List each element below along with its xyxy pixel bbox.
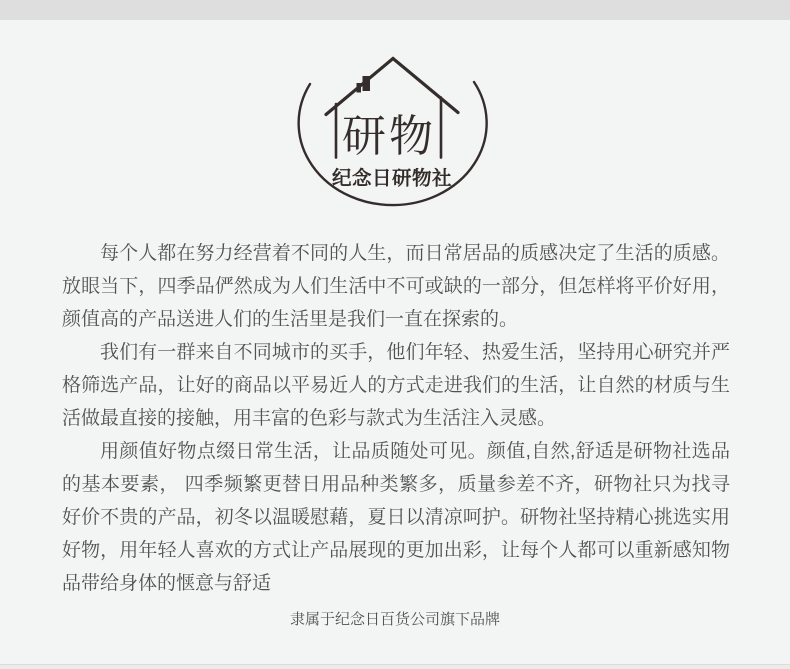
brand-logo-graphic [285,50,500,215]
bottom-divider [0,664,790,669]
logo-symbol-text: 研物 [342,111,436,162]
chimney-icon-small [357,83,362,93]
logo-brand-name: 纪念日研物社 [331,167,453,190]
brand-paragraph-3: 用颜值好物点缀日常生活，让品质随处可见。颜值,自然,舒适是研物社选品的基本要素， 四季频繁更替日用品种类繁多，质量参差不齐，研物社只为找寻好价不贵的产品，初冬以温暖慰藉，夏日以清凉呵护。研物社坚持精心挑选实用好物，用年轻人喜欢的方式让产品展现的更加出彩，让每个人都可以重新感知物品带给身体的惬意与舒适 [62,441,730,594]
brand-paragraph-2: 我们有一群来自不同城市的买手，他们年轻、热爱生活，坚持用心研究并严格筛选产品，让好的商品以平易近人的方式走进我们的生活，让自然的材质与生活做最直接的接触，用丰富的色彩与款式为生活注入灵感。 [62,342,730,429]
brand-paragraph-1: 每个人都在努力经营着不同的人生，而日常居品的质感决定了生活的质感。放眼当下，四季品俨然成为人们生活中不可或缺的一部分，但怎样将平价好用，颜值高的产品送进人们的生活里是我们一直在探索的。 [62,243,730,330]
brand-description [0,237,790,600]
brand-affiliation-note: 隶属于纪念日百货公司旗下品牌 [289,611,500,628]
brand-logo [285,50,500,215]
chimney-icon [363,76,371,91]
house-roof-right [393,59,458,113]
top-divider-band [0,0,790,20]
